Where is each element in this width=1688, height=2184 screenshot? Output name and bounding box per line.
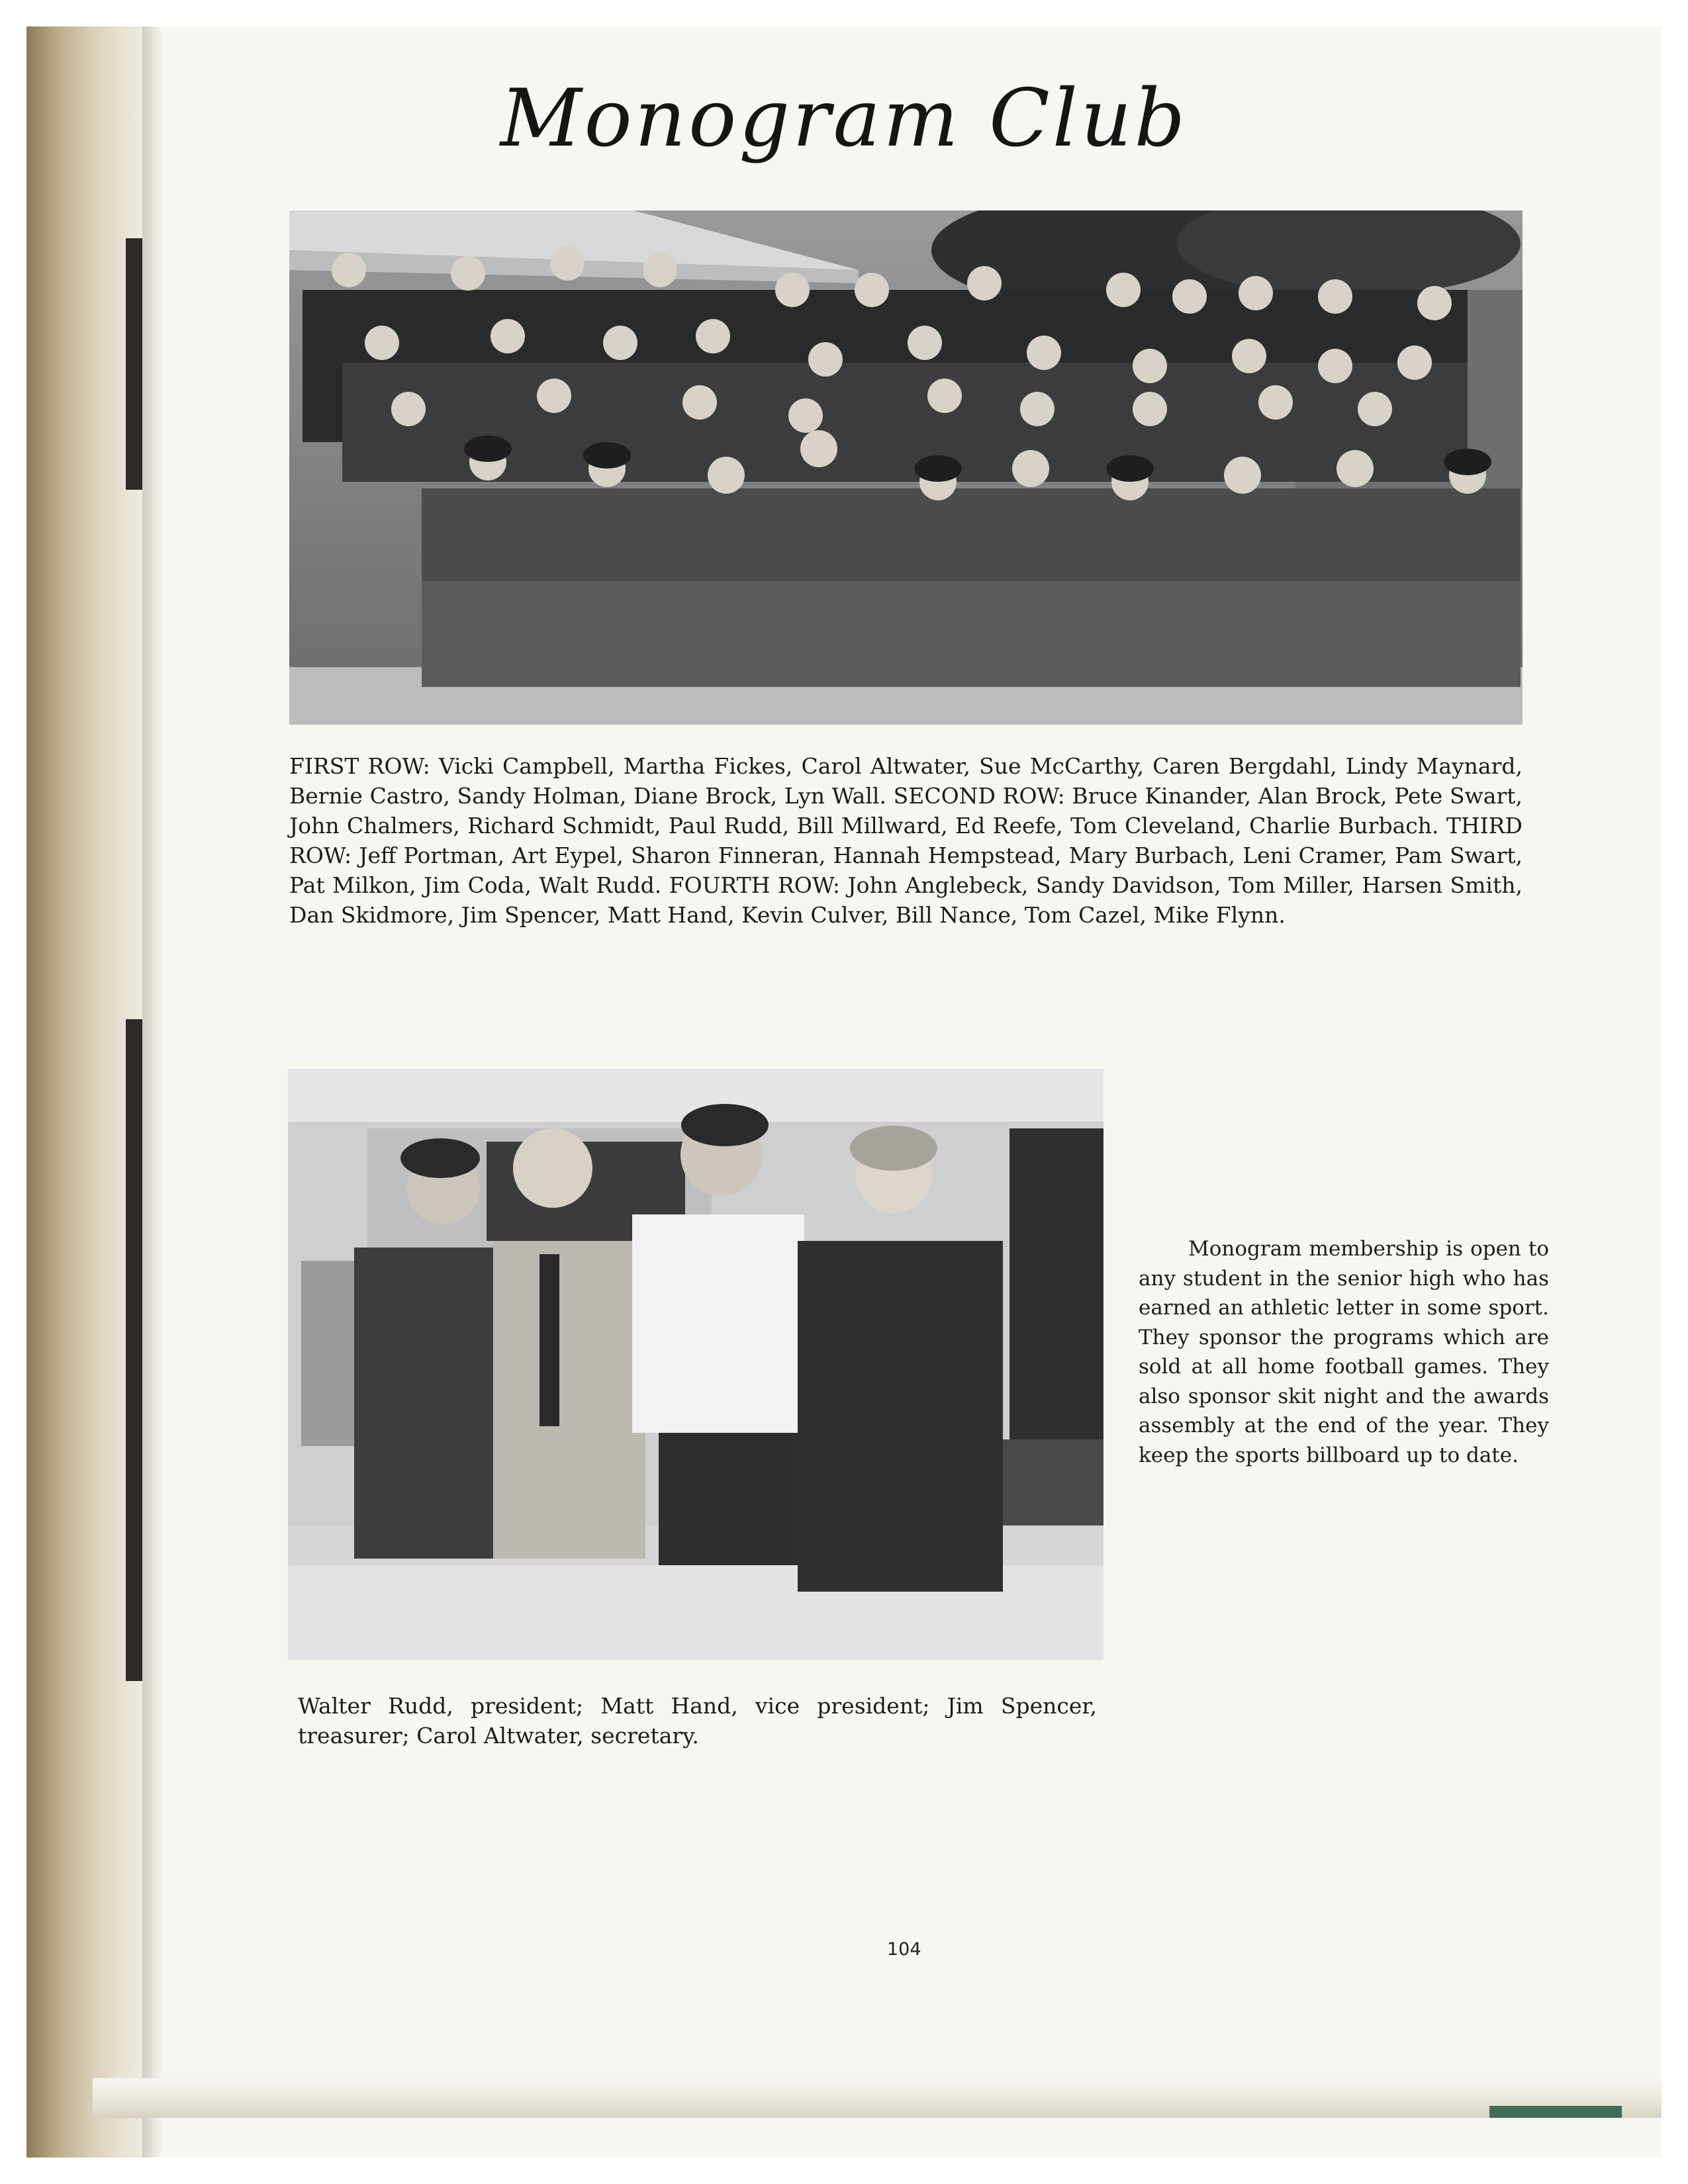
group-photo-caption: FIRST ROW: Vicki Campbell, Martha Fickes, Carol Altwater, Sue McCarthy, Caren Bergdahl, Lindy Maynard, Bernie Castro, Sandy Holman, Diane Brock, Lyn Wall. SECOND ROW: Bruce Kinander, Alan Brock, Pete Swart, John Chalmers, Richard Schmidt, Paul Rudd, Bill Millward, Ed Reefe, Tom Cleveland, Charlie Burbach. THIRD ROW: Jeff Portman, Art Eypel, Sharon Finneran, Hannah Hempstead, Mary Burbach, Leni Cramer, Pam Swart, Pat Milkon, Jim Coda, Walt Rudd. FOURTH ROW: John Anglebeck, Sandy Davidson, Tom Miller, Harsen Smith, Dan Skidmore, Jim Spencer, Matt Hand, Kevin Culver, Bill Nance, Tom Cazel, Mike Flynn. xyxy=(289,753,1523,928)
book-page-edges xyxy=(26,26,142,2158)
officers-photo-caption: Walter Rudd, president; Matt Hand, vice president; Jim Spencer, treasurer; Carol Altwater, secretary. xyxy=(298,1693,1097,1749)
officers-photo xyxy=(288,1069,1103,1660)
page-number: 104 xyxy=(887,1939,921,1960)
club-description: Monogram membership is open to any student in the senior high who has earned an athletic letter in some sport. They sponsor the programs which are sold at all home football games. They also sponsor skit night and the awards assembly at the end of the year. They keep the sports billboard up to date. xyxy=(1139,1237,1549,1467)
page-bottom-edge xyxy=(93,2078,1662,2118)
page-gutter-shadow xyxy=(142,26,162,2158)
group-photo xyxy=(289,210,1523,725)
page-title: Monogram Club xyxy=(500,73,1188,165)
